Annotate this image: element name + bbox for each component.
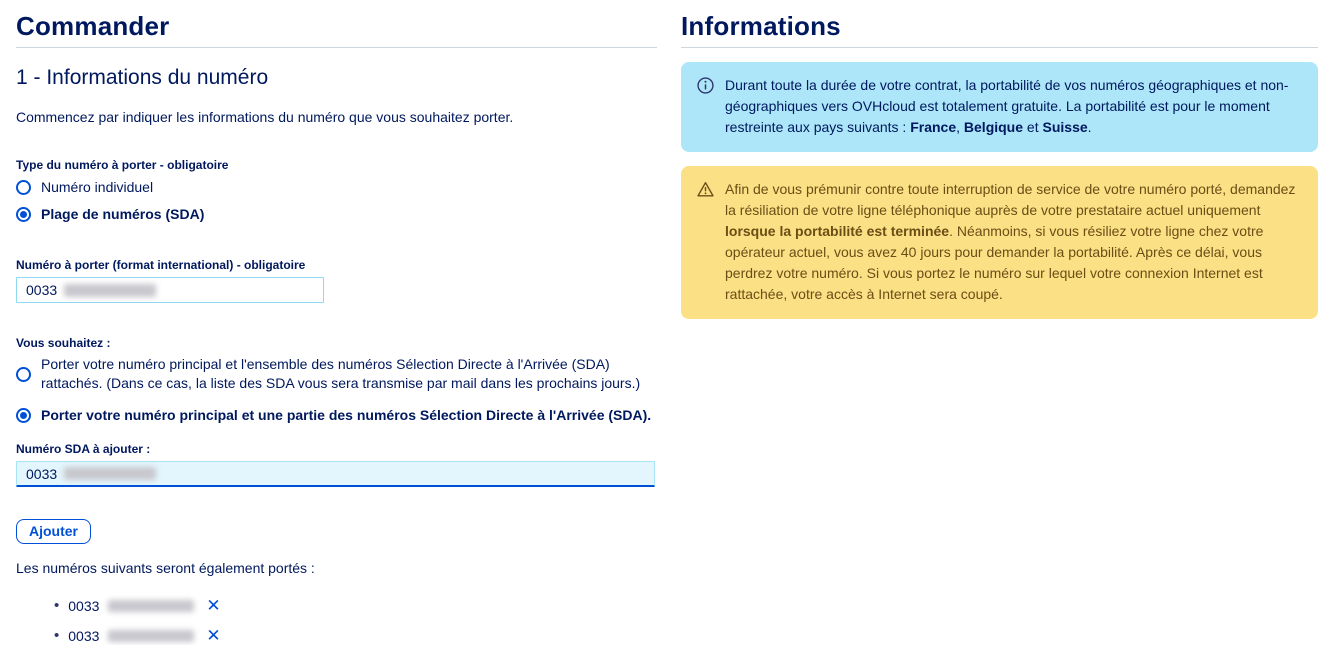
- warning-banner: [681, 166, 1318, 319]
- wish-label: Vous souhaitez :: [16, 336, 111, 350]
- order-column: [16, 0, 657, 645]
- radio-checked-icon: [16, 207, 31, 222]
- redacted-number: [64, 467, 156, 480]
- info-banner-text: Durant toute la durée de votre contrat, la portabilité de vos numéros géographiques et non-géographiques vers OVHcloud est totalement gratuite. La portabilité est pour le moment restreinte aux pays suivants : France, Belgique et Suisse.: [725, 77, 1289, 135]
- ported-number-prefix: 0033: [68, 627, 100, 644]
- warning-banner-text: Afin de vous prémunir contre toute interruption de service de votre numéro porté, demandez la résiliation de votre ligne téléphonique auprès de votre prestataire actuel uniquement lorsque la portabilité est terminée. Néanmoins, si vous résiliez votre ligne chez votre opérateur actuel, vous avez 40 jours pour demander la portabilité. Après ce délai, vous perdrez votre numéro. Si vous portez le numéro sur lequel votre connexion Internet est rattachée, votre accès à Internet sera coupé.: [725, 181, 1296, 302]
- page-title: Commander: [16, 11, 170, 41]
- info-icon: [697, 77, 714, 94]
- radio-porter-partie-sda[interactable]: [16, 406, 656, 425]
- number-to-port-input[interactable]: [16, 277, 324, 303]
- radio-plage-numeros[interactable]: [16, 205, 656, 224]
- radio-label: Porter votre numéro principal et l'ensemble des numéros Sélection Directe à l'Arrivée (SDA) rattachés. (Dans ce cas, la liste des SDA vous sera transmise par mail dans les prochains jours.): [41, 356, 641, 391]
- radio-checked-icon: [16, 408, 31, 423]
- number-to-port-value: 0033: [26, 282, 58, 298]
- number-to-port-label: Numéro à porter (format international) - obligatoire: [16, 258, 306, 272]
- sda-number-value: 0033: [26, 465, 58, 482]
- radio-label: Numéro individuel: [41, 179, 154, 195]
- bullet-icon: •: [54, 597, 60, 614]
- informations-column: [681, 0, 1318, 603]
- section-title: 1 - Informations du numéro: [16, 66, 269, 89]
- remove-number-icon[interactable]: ✕: [206, 626, 221, 645]
- remove-number-icon[interactable]: ✕: [206, 596, 221, 615]
- sda-number-label: Numéro SDA à ajouter :: [16, 442, 151, 456]
- radio-numero-individuel[interactable]: [16, 178, 656, 197]
- add-button[interactable]: Ajouter: [16, 519, 91, 544]
- ported-number-list: [54, 597, 657, 644]
- title-divider: [681, 47, 1318, 48]
- radio-unchecked-icon: [16, 180, 31, 195]
- ported-number-row: [54, 597, 657, 614]
- bullet-icon: •: [54, 627, 60, 644]
- title-divider: [16, 47, 657, 48]
- number-type-label: Type du numéro à porter - obligatoire: [16, 158, 229, 172]
- redacted-number: [64, 284, 156, 297]
- radio-label: Porter votre numéro principal et une partie des numéros Sélection Directe à l'Arrivée (SDA).: [41, 407, 652, 423]
- radio-porter-ensemble-sda[interactable]: [16, 355, 656, 393]
- info-banner: [681, 62, 1318, 152]
- informations-title: Informations: [681, 11, 841, 41]
- section-intro: Commencez par indiquer les informations du numéro que vous souhaitez porter.: [16, 109, 514, 125]
- radio-unchecked-icon: [16, 367, 31, 382]
- radio-label: Plage de numéros (SDA): [41, 206, 205, 222]
- ported-number-prefix: 0033: [68, 597, 100, 614]
- warning-icon: [697, 181, 714, 198]
- redacted-number: [108, 600, 194, 612]
- redacted-number: [108, 630, 194, 642]
- ported-number-row: [54, 627, 657, 644]
- sda-number-input[interactable]: [16, 461, 655, 487]
- ported-list-intro: Les numéros suivants seront également portés :: [16, 560, 315, 576]
